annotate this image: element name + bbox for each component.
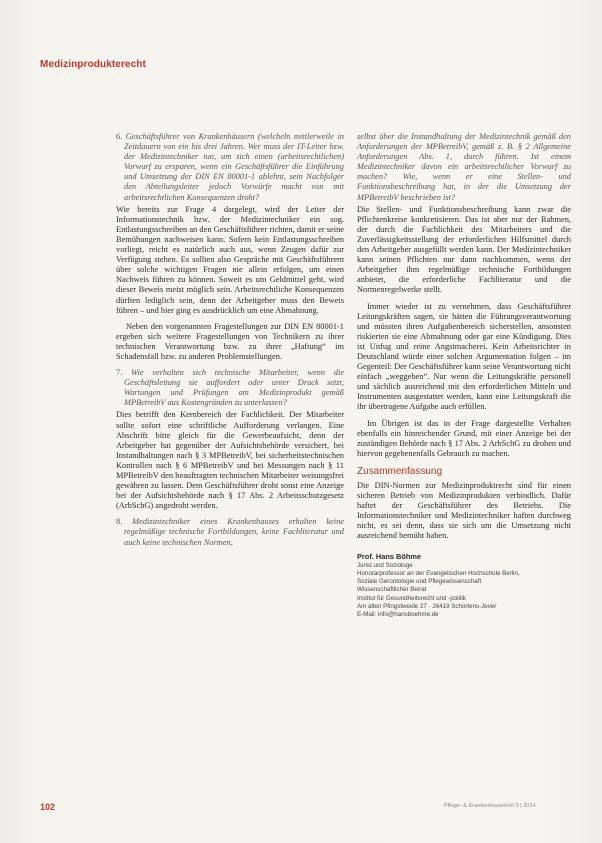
question-paragraph-continued: selbst über die Instandhaltung der Medizintechnik gemäß den Anforderungen der MPBetreibV, gemäß z. B. § 2 Allgemeine Anforderungen Abs. 1, durch führen. Ist einem Medizintechniker davon ein arbeitsrechtlicher Vorwurf zu machen? Wie, wenn er eine Stellen- und Funktionsbeschreibung hat, in der die Umsetzung der MPBetreibV beschrieben ist? — [357, 132, 571, 202]
question-text: Geschäftsführer von Krankenhäusern (welcheln mittlerweile in Zeitdauern von ein bis drei Jahren. Wer muss der IT-Leiter bzw. der Medizintechniker tun, um sich einen (arbeitsrechtlichen) Vorwurf zu ersparen, wenn ein Geschäftsführer die Einführung und Umsetzung der DIN EN 80001-1 ablehnt, sein Nachfolger den Abteilungsleiter jedoch Vorwürfe macht von mit arbeitsrechtlichen Konsequenzen droht? — [124, 132, 345, 202]
body-paragraph: Die DIN-Normen zur Medizinproduktrecht sind für einen sicheren Betrieb von Medizinprodukten verbindlich. Dafür haftet der Geschäftsführer des Betriebs. Die Informationstechniker und Medizintechniker haften durchweg nicht, es sei denn, dass sie sich um die Umsetzung nicht ausreichend bemüht haben. — [357, 481, 571, 541]
body-paragraph: Im Übrigen ist das in der Frage dargestellte Verhalten ebenfalls ein hinreichender Grund, mit einer Anzeige bei der zuständigen Behörde nach § 17 Abs. 2 ArbSchG zu drohen und hiervon gegebenenfalls Gebrauch zu machen. — [357, 418, 571, 458]
question-number: 6. — [116, 132, 123, 141]
author-line: Soziale Gerontologie und Pflegewissenschaft — [357, 578, 482, 586]
journal-footer: Pflege- & Krankenhausrecht 3 | 2014 — [444, 803, 536, 809]
question-paragraph — [116, 517, 344, 547]
author-name: Prof. Hans Böhme — [357, 551, 422, 561]
right-column — [357, 132, 571, 620]
author-block — [357, 552, 571, 620]
author-line: E-Mail: info@hansboehme.de — [357, 611, 439, 619]
question-paragraph — [116, 368, 344, 408]
author-line: Honorarprofessor an der Evangelischen Hochschule Berlin, — [357, 569, 520, 577]
question-paragraph — [116, 132, 344, 203]
section-label: Medizinprodukterecht — [40, 59, 146, 70]
question-number: 8. — [116, 517, 123, 527]
author-line: Wissenschaftlicher Beirat — [357, 586, 427, 594]
body-paragraph: Immer wieder ist zu vernehmen, dass Geschäftsführer Leitungskräften sagen, sie hätten die Führungsverantwortung und müssten ihren Aufgabenbereich sicherstellen, ansonsten riskierten sie eine Abmahnung oder gar eine Kündigung. Dies ist Unfug und reine Angstmacherei. Kein Arbeitsrichter in Deutschland würde einer solchen Argumentation folgen – im Gegenteil: Der Geschäftsführer kann seine Verantwortung nicht einfach „weggeben“. Nur wenn die Leitungskräfte personell und sächlich ausreichend mit den erforderlichen Mitteln und Instrumenten ausgestattet werden, kann eine Leitungskraft die ihr übertragene Aufgabe auch erfüllen. — [357, 301, 571, 412]
body-paragraph: Wie bereits zur Frage 4 dargelegt, wird der Leiter der Informationstechnik bzw. der Medizintechniker ein sog. Entlastungsschreiben an den Geschäftsführer richten, damit er seine Bemühungen nachweisen kann. Sofern kein Entlastungsschreiben vorliegt, reicht es natürlich auch aus, wenn Zeugen dafür zur Verfügung stehen. Es sollten also Gespräche mit Geschäftsführern über solche wichtigen Fragen nie allein erfolgen, um einen Nachweis führen zu können. Soweit es um Geldmittel geht, wird dieser Beweis meist möglich sein. Arbeitsrechtliche Konsequenzen dürften lediglich sein, denn der Arbeitgeber muss den Beweis führen – und hier ging es ausdrücklich um eine Abmahnung. — [116, 204, 344, 315]
body-paragraph: Neben den vorgenannten Fragestellungen zur DIN EN 80001-1 ergeben sich weitere Fragestellungen von Technikern zu ihrer technischen Verantwortung bzw. zu ihrer „Haftung“ im Schadensfall bzw. zu anderen Problemstellungen. — [116, 321, 344, 361]
author-line: Institut für Gesundheitsrecht und -politik — [357, 594, 467, 602]
question-text: Medizintechniker eines Krankenhauses erhalten keine regelmäßige technische Fortbildungen, keine Fachliteratur und auch keine technischen Normen, — [124, 517, 344, 547]
body-paragraph: Die Stellen- und Funktionsbeschreibung kann zwar die Pflichtenkreise konkretisieren. Das ist aber nur der Rahmen, der durch die Fachlichkeit des Mitarbeiters und die Zuverlässigkeitsstellung der erforderlichen Hilfsmittel durch den Arbeitgeber ausgefüllt werden kann. Der Medizintechniker kann seinen Pflichten nur dann nachkommen, wenn der Arbeitgeber ihm regelmäßige technische Fortbildungen anbietet, die erforderliche Fachliteratur und die Normenregelwerke stellt. — [357, 204, 571, 295]
author-line: Jurist und Soziologe — [357, 561, 413, 569]
page-number: 102 — [40, 802, 56, 812]
question-number: 7. — [116, 368, 123, 378]
author-affiliation — [357, 562, 571, 620]
question-text: Wie verhalten sich technische Mitarbeiter, wenn die Geschäftsleitung sie auffordert oder unter Druck setzt, Wartungen und Prüfungen am Medizinprodukt gemäß MPBetreibV aus Kostengründen zu unterlassen? — [124, 368, 345, 408]
body-paragraph: Dies betrifft den Kernbereich der Fachlichkeit. Der Mitarbeiter sollte sofort eine schriftliche Aufforderung verlangen. Eine Abschrift bitte gleich für die Gewerbeaufsicht, denn der Arbeitgeber hat gegenüber der Aufsichtsbehörde versichert, bei Instandhaltungen nach § 3 MPBetreibV, bei sicherheitstechnischen Kontrollen nach § 6 MPBetreibV und bei Messungen nach § 11 MPBetreibV den beauftragten technischen Mitarbeiter weisungsfrei gewähren zu lassen. Dem Geschäftsführer droht sonst eine Anzeige bei der Aufsichtsbehörde nach § 17 Abs. 2 Arbeitsschutzgesetz (ArbSchG) angedroht werden. — [116, 410, 344, 511]
subheading: Zusammenfassung — [357, 465, 443, 477]
left-column — [116, 132, 344, 550]
author-line: Am alten Pfingstweide 27 · 26419 Schortens-Jever — [357, 603, 497, 611]
right-column-body — [357, 132, 571, 542]
